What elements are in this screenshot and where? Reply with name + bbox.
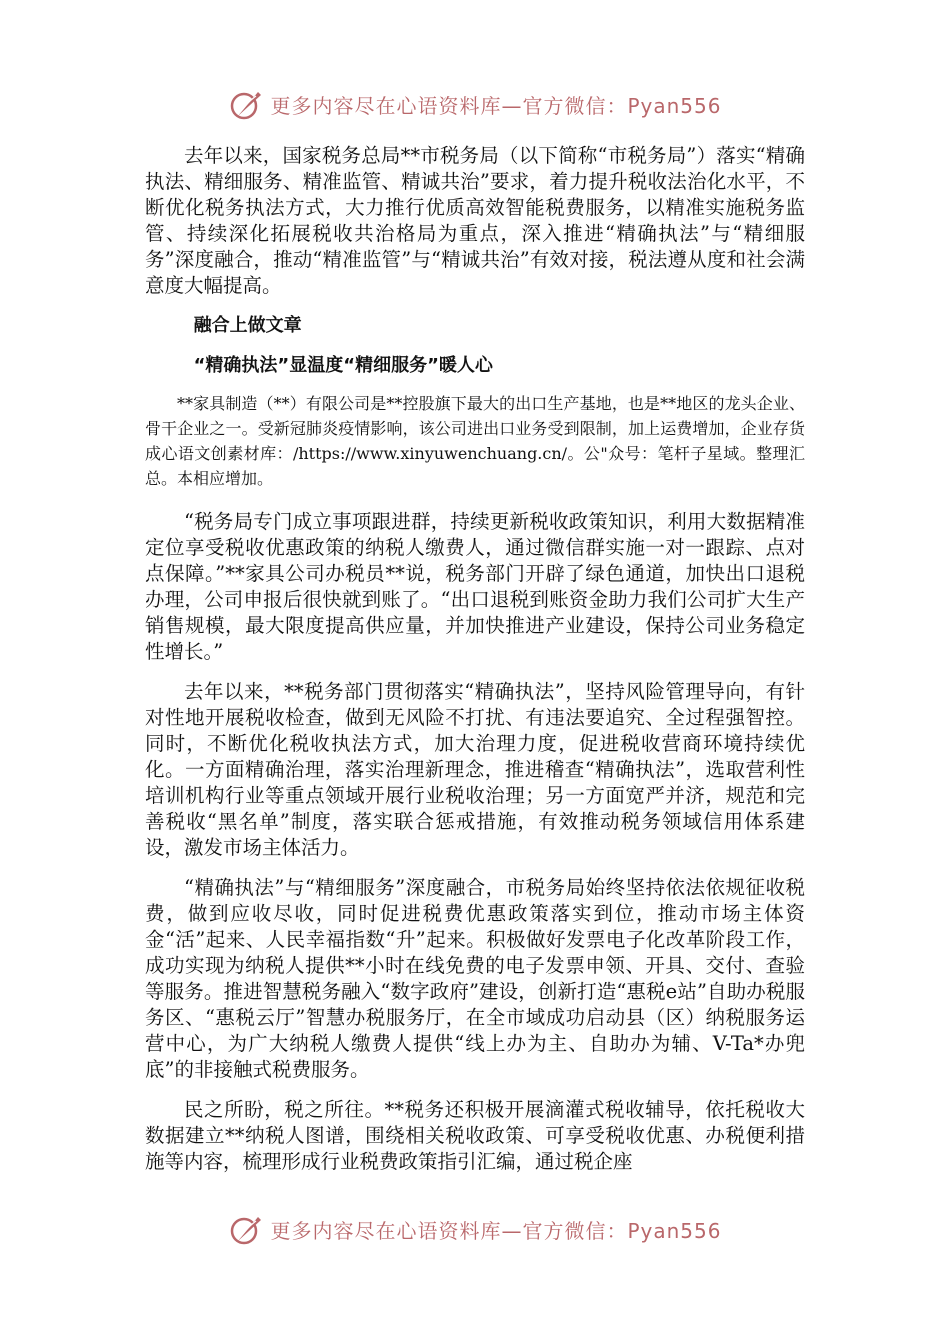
sub-heading: “精确执法”显温度“精细服务”暖人心 xyxy=(193,355,493,376)
document-body xyxy=(145,143,805,1189)
paragraph-quote: “税务局专门成立事项跟进群，持续更新税收政策知识，利用大数据精准定位享受税收优惠政策的纳税人缴费人，通过微信群实施一对一跟踪、点对点保障。”**家具公司办税员**说，税务部门开辟了绿色通道，加快出口退税办理，公司申报后很快就到账了。“出口退税到账资金助力我们公司扩大生产销售规模，最大限度提高供应量，并加快推进产业建设，保持公司业务稳定性增长。” xyxy=(145,510,805,663)
banner-inner xyxy=(228,86,721,122)
paragraph-company: **家具制造（**）有限公司是**控股旗下最大的出口生产基地，也是**地区的龙头企业、骨干企业之一。受新冠肺炎疫情影响，该公司进出口业务受到限制，加上运费增加，企业存货成心语文创素材库：/https://www.xinyuwenchuang.cn/。公"众号：笔杆子星域。整理汇总。本相应增加。 xyxy=(145,394,805,488)
quill-logo-icon xyxy=(228,1211,264,1247)
footer-banner xyxy=(0,1209,950,1249)
quill-logo-icon xyxy=(228,86,264,122)
paragraph-integration: “精确执法”与“精细服务”深度融合，市税务局始终坚持依法依规征收税费，做到应收尽收，同时促进税费优惠政策落实到位，推动市场主体资金“活”起来、人民幸福指数“升”起来。积极做好发票电子化改革阶段工作，成功实现为纳税人提供**小时在线免费的电子发票申领、开具、交付、查验等服务。推进智慧税务融入“数字政府”建设，创新打造“惠税e站”自助办税服务区、“惠税云厅”智慧办税服务厅，在全市域成功启动县（区）纳税服务运营中心，为广大纳税人缴费人提供“线上办为主、自助办为辅、V-Ta*办兜底”的非接触式税费服务。 xyxy=(145,876,805,1081)
paragraph-intro: 去年以来，国家税务总局**市税务局（以下简称“市税务局”）落实“精确执法、精细服务、精准监管、精诚共治”要求，着力提升税收法治化水平，不断优化税务执法方式，大力推行优质高效智能税费服务，以精准实施税务监管、持续深化拓展税收共治格局为重点，深入推进“精确执法”与“精细服务”深度融合，推动“精准监管”与“精诚共治”有效对接，税法遵从度和社会满意度大幅提高。 xyxy=(145,144,805,297)
banner-inner xyxy=(228,1211,721,1247)
section-heading: 融合上做文章 xyxy=(193,315,302,336)
header-banner xyxy=(0,84,950,124)
paragraph-enforcement: 去年以来，**税务部门贯彻落实“精确执法”，坚持风险管理导向，有针对性地开展税收检查，做到无风险不打扰、有违法要追究、全过程强智控。同时，不断优化税收执法方式，加大治理力度，促进税收营商环境持续优化。一方面精确治理，落实治理新理念，推进稽查“精确执法”，选取营利性培训机构行业等重点领域开展行业税收治理；另一方面宽严并济，规范和完善税收“黑名单”制度，落实联合惩戒措施，有效推动税务领域信用体系建设，激发市场主体活力。 xyxy=(145,680,805,859)
banner-text: 更多内容尽在心语资料库—官方微信：Pyan556 xyxy=(270,1218,722,1243)
paragraph-guidance: 民之所盼，税之所往。**税务还积极开展滴灌式税收辅导，依托税收大数据建立**纳税人图谱，围绕相关税收政策、可享受税收优惠、办税便利措施等内容，梳理形成行业税费政策指引汇编，通过税企座 xyxy=(145,1098,805,1173)
banner-text: 更多内容尽在心语资料库—官方微信：Pyan556 xyxy=(270,93,722,118)
